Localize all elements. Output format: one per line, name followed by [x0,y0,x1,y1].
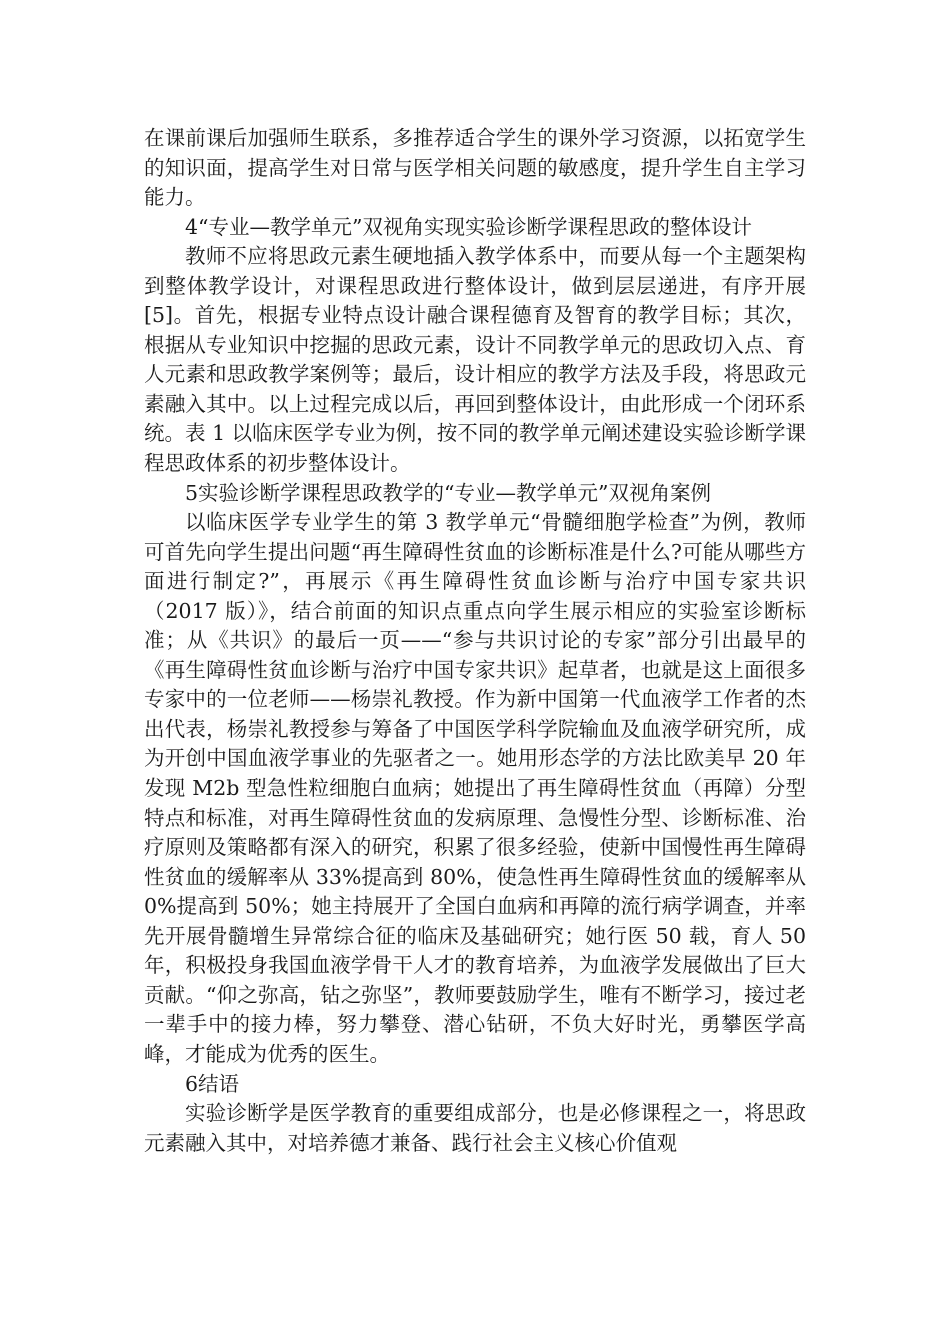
paragraph-continued: 在课前课后加强师生联系，多推荐适合学生的课外学习资源，以拓宽学生的知识面，提高学生对日常与医学相关问题的敏感度，提升学生自主学习能力。 [144,126,806,210]
section-heading-4: 4“专业—教学单元”双视角实现实验诊断学课程思政的整体设计 [185,214,753,239]
document-page [144,124,806,1158]
section-heading-6: 6结语 [185,1071,240,1096]
section-heading-5: 5实验诊断学课程思政教学的“专业—教学单元”双视角案例 [185,480,712,505]
paragraph-overall-design: 教师不应将思政元素生硬地插入教学体系中，而要从每一个主题架构到整体教学设计，对课程思政进行整体设计，做到层层递进，有序开展[5]。首先，根据专业特点设计融合课程德育及智育的教学目标；其次，根据从专业知识中挖掘的思政元素，设计不同教学单元的思政切入点、育人元素和思政教学案例等；最后，设计相应的教学方法及手段，将思政元素融入其中。以上过程完成以后，再回到整体设计，由此形成一个闭环系统。表 1 以临床医学专业为例，按不同的教学单元阐述建设实验诊断学课程思政体系的初步整体设计。 [144,244,806,476]
paragraph-case-study: 以临床医学专业学生的第 3 教学单元“骨髓细胞学检查”为例，教师可首先向学生提出问题“再生障碍性贫血的诊断标准是什么?可能从哪些方面进行制定?”，再展示《再生障碍性贫血诊断与治疗中国专家共识（2017 版）》，结合前面的知识点重点向学生展示相应的实验室诊断标准；从《共识》的最后一页——“参与共识讨论的专家”部分引出最早的《再生障碍性贫血诊断与治疗中国专家共识》起草者，也就是这上面很多专家中的一位老师——杨崇礼教授。作为新中国第一代血液学工作者的杰出代表，杨崇礼教授参与筹备了中国医学科学院输血及血液学研究所，成为开创中国血液学事业的先驱者之一。她用形态学的方法比欧美早 20 年发现 M2b 型急性粒细胞白血病；她提出了再生障碍性贫血（再障）分型特点和标准，对再生障碍性贫血的发病原理、急慢性分型、诊断标准、治疗原则及策略都有深入的研究，积累了很多经验，使新中国慢性再生障碍性贫血的缓解率从 33%提高到 80%，使急性再生障碍性贫血的缓解率从 0%提高到 50%；她主持展开了全国白血病和再障的流行病学调查，并率先开展骨髓增生异常综合征的临床及基础研究；她行医 50 载，育人 50 年，积极投身我国血液学骨干人才的教育培养，为血液学发展做出了巨大贡献。“仰之弥高，钻之弥坚”，教师要鼓励学生，唯有不断学习，接过老一辈手中的接力棒，努力攀登、潜心钻研，不负大好时光，勇攀医学高峰，才能成为优秀的医生。 [144,510,806,1066]
paragraph-conclusion: 实验诊断学是医学教育的重要组成部分，也是必修课程之一，将思政元素融入其中，对培养德才兼备、践行社会主义核心价值观 [144,1101,806,1155]
